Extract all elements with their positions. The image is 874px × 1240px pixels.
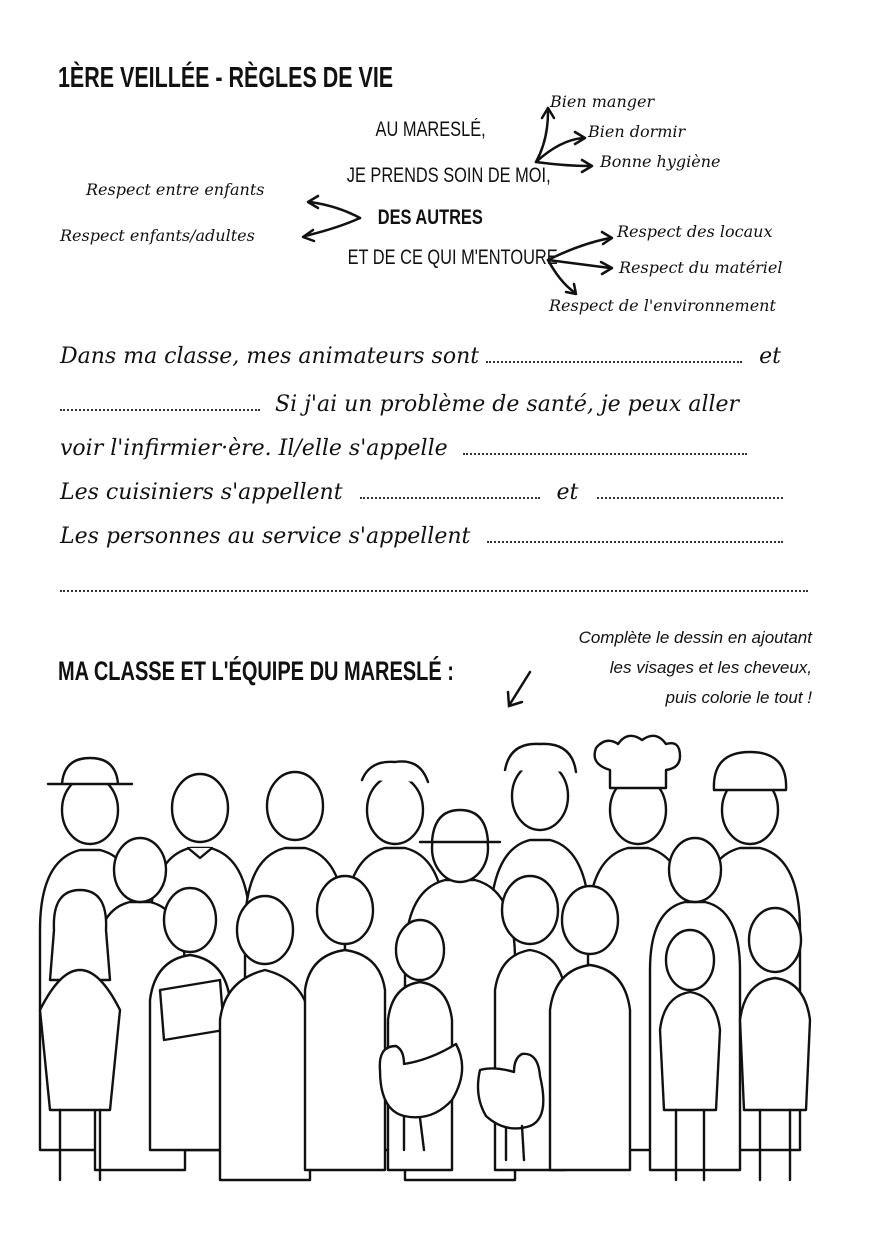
section-title: MA CLASSE ET L'ÉQUIPE DU MARESLÉ : [58, 656, 454, 686]
others-item: Respect enfants/adultes [60, 226, 255, 245]
instruction-line-3: puis colorie le tout ! [665, 688, 812, 707]
self-care-item: Bonne hygiène [600, 152, 721, 171]
self-care-item: Bien manger [550, 92, 655, 111]
surroundings-item: Respect de l'environnement [549, 296, 776, 315]
form-line-1 [60, 344, 781, 369]
down-left-arrow-icon [500, 666, 540, 716]
form-line-4-mid: et [556, 480, 579, 505]
form-line-1-text: Dans ma classe, mes animateurs sont [60, 344, 480, 369]
diagram-arrows [0, 0, 874, 340]
center-line-1: AU MARESLÉ, [375, 118, 486, 141]
center-line-4: ET DE CE QUI M'ENTOURE [347, 246, 558, 269]
form-line-4 [60, 480, 783, 505]
form-line-2-text: Si j'ai un problème de santé, je peux aller [275, 392, 740, 417]
instruction-line-2: les visages et les cheveux, [609, 658, 812, 677]
form-line-3 [60, 436, 747, 461]
form-line-2 [60, 392, 739, 417]
center-line-2: JE PRENDS SOIN DE MOI, [346, 164, 551, 187]
instruction-line-1: Complète le dessin en ajoutant [578, 628, 812, 647]
page-title: 1ÈRE VEILLÉE - RÈGLES DE VIE [58, 62, 394, 94]
cuisinier-2-field[interactable] [597, 496, 783, 499]
person-front-4 [305, 876, 385, 1170]
center-line-3: DES AUTRES [378, 206, 483, 229]
service-1-field[interactable] [487, 540, 783, 543]
form-line-4-text: Les cuisiniers s'appellent [60, 480, 343, 505]
form-line-5-text: Les personnes au service s'appellent [60, 524, 471, 549]
form-line-1-end: et [759, 344, 781, 369]
surroundings-item: Respect des locaux [617, 222, 773, 241]
animateur-1-field[interactable] [486, 360, 742, 363]
group-drawing [0, 730, 874, 1230]
form-line-3-text: voir l'infirmier·ère. Il/elle s'appelle [60, 436, 448, 461]
cuisinier-1-field[interactable] [360, 496, 540, 499]
person-front-5 [388, 920, 452, 1170]
form-line-5 [60, 524, 783, 549]
service-2-field[interactable] [60, 590, 808, 592]
self-care-item: Bien dormir [588, 122, 686, 141]
person-front-7 [550, 886, 630, 1170]
animateur-2-field[interactable] [60, 408, 260, 411]
surroundings-item: Respect du matériel [619, 258, 783, 277]
others-item: Respect entre enfants [86, 180, 265, 199]
infirmier-field[interactable] [463, 452, 747, 455]
